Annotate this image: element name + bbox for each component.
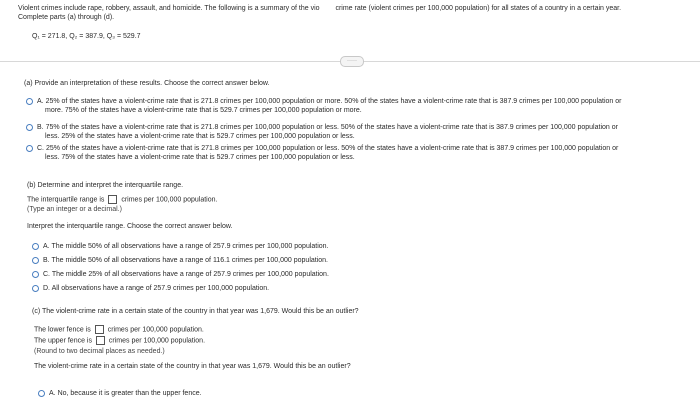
part-c-option-a-radio[interactable] (38, 390, 45, 397)
part-b-option-d-radio[interactable] (32, 285, 39, 292)
option-letter: A. (49, 390, 56, 397)
part-b-option-b-radio[interactable] (32, 257, 39, 264)
option-text: The middle 25% of all observations have a range of 257.9 crimes per 100,000 population. (51, 271, 329, 278)
part-a-option-b-line1 (37, 123, 618, 132)
upper-fence-row (34, 336, 205, 345)
option-text: The middle 50% of all observations have a range of 116.1 crimes per 100,000 population. (51, 257, 328, 264)
iqr-input[interactable] (108, 195, 117, 204)
iqr-hint: (Type an integer or a decimal.) (27, 206, 122, 213)
part-a-option-c-line2: less. 75% of the states have a violent-crime rate that is 529.7 crimes per 100,000 population or less. (45, 154, 355, 161)
option-letter: C. (37, 145, 44, 152)
option-letter: A. (37, 98, 44, 105)
part-a-option-c-radio[interactable] (26, 145, 33, 152)
upper-fence-label: The upper fence is (34, 337, 92, 345)
part-b-option-a (43, 242, 329, 251)
part-c-option-a (49, 389, 202, 398)
option-text: No, because it is greater than the upper fence. (57, 390, 202, 397)
upper-fence-unit: crimes per 100,000 population. (108, 337, 206, 345)
lower-fence-unit: crimes per 100,000 population. (107, 326, 204, 334)
lower-fence-row (34, 325, 204, 334)
intro-text-end: crime rate (violent crimes per 100,000 population) for all states of a country in a certain year. (335, 5, 622, 12)
lower-fence-input[interactable] (95, 325, 104, 334)
part-a-option-b-radio[interactable] (26, 124, 33, 131)
part-a-option-a-radio[interactable] (26, 98, 33, 105)
option-letter: B. (43, 257, 50, 264)
option-letter: B. (37, 124, 44, 131)
part-b-option-b (43, 256, 328, 265)
option-text: 25% of the states have a violent-crime rate that is 271.8 crimes per 100,000 population or less. 50% of the states have a violent-crime rate that is 387.9 crimes per 100,000 population or (45, 145, 619, 152)
intro-line-1 (18, 4, 621, 13)
lower-fence-label: The lower fence is (34, 326, 91, 334)
part-a-option-a-line2: more. 75% of the states have a violent-crime rate that is 529.7 crimes per 100,000 population or more. (45, 107, 362, 114)
intro-line-2: Complete parts (a) through (d). (18, 14, 115, 21)
outlier-prompt: The violent-crime rate in a certain state of the country in that year was 1,679. Would this be an outlier? (34, 363, 351, 370)
option-text: 75% of the states have a violent-crime rate that is 271.8 crimes per 100,000 population or less. 50% of the states have a violent-crime rate that is 387.9 crimes per 100,000 population or (45, 124, 618, 131)
intro-text-start: Violent crimes include rape, robbery, assault, and homicide. The following is a summary of the vio (18, 5, 320, 12)
iqr-row (27, 195, 217, 204)
quartiles: Q₁ = 271.8, Q₂ = 387.9, Q₃ = 529.7 (32, 33, 141, 40)
option-text: The middle 50% of all observations have a range of 257.9 crimes per 100,000 population. (51, 243, 329, 250)
part-b-option-c-radio[interactable] (32, 271, 39, 278)
option-text: All observations have a range of 257.9 crimes per 100,000 population. (51, 285, 270, 292)
part-a-option-c-line1 (37, 144, 618, 153)
part-a-prompt: (a) Provide an interpretation of these results. Choose the correct answer below. (24, 80, 270, 87)
part-b-option-a-radio[interactable] (32, 243, 39, 250)
upper-fence-input[interactable] (96, 336, 105, 345)
option-letter: A. (43, 243, 50, 250)
iqr-label: The interquartile range is (27, 196, 105, 204)
part-b-option-d (43, 284, 269, 293)
expand-button[interactable]: ····· (340, 56, 364, 67)
part-b-option-c (43, 270, 329, 279)
iqr-unit: crimes per 100,000 population. (121, 196, 218, 204)
part-a-option-a-line1 (37, 97, 621, 106)
fence-hint: (Round to two decimal places as needed.) (34, 348, 165, 355)
part-c-prompt: (c) The violent-crime rate in a certain state of the country in that year was 1,679. Would this be an outlier? (32, 308, 359, 315)
option-letter: C. (43, 271, 50, 278)
iqr-interpret-prompt: Interpret the interquartile range. Choose the correct answer below. (27, 223, 233, 230)
part-a-option-b-line2: less. 25% of the states have a violent-crime rate that is 529.7 crimes per 100,000 population or less. (45, 133, 355, 140)
option-letter: D. (43, 285, 50, 292)
part-b-prompt: (b) Determine and interpret the interquartile range. (27, 182, 184, 189)
option-text: 25% of the states have a violent-crime rate that is 271.8 crimes per 100,000 population or more. 50% of the states have a violent-crime rate that is 387.9 crimes per 100,000 population or (45, 98, 622, 105)
